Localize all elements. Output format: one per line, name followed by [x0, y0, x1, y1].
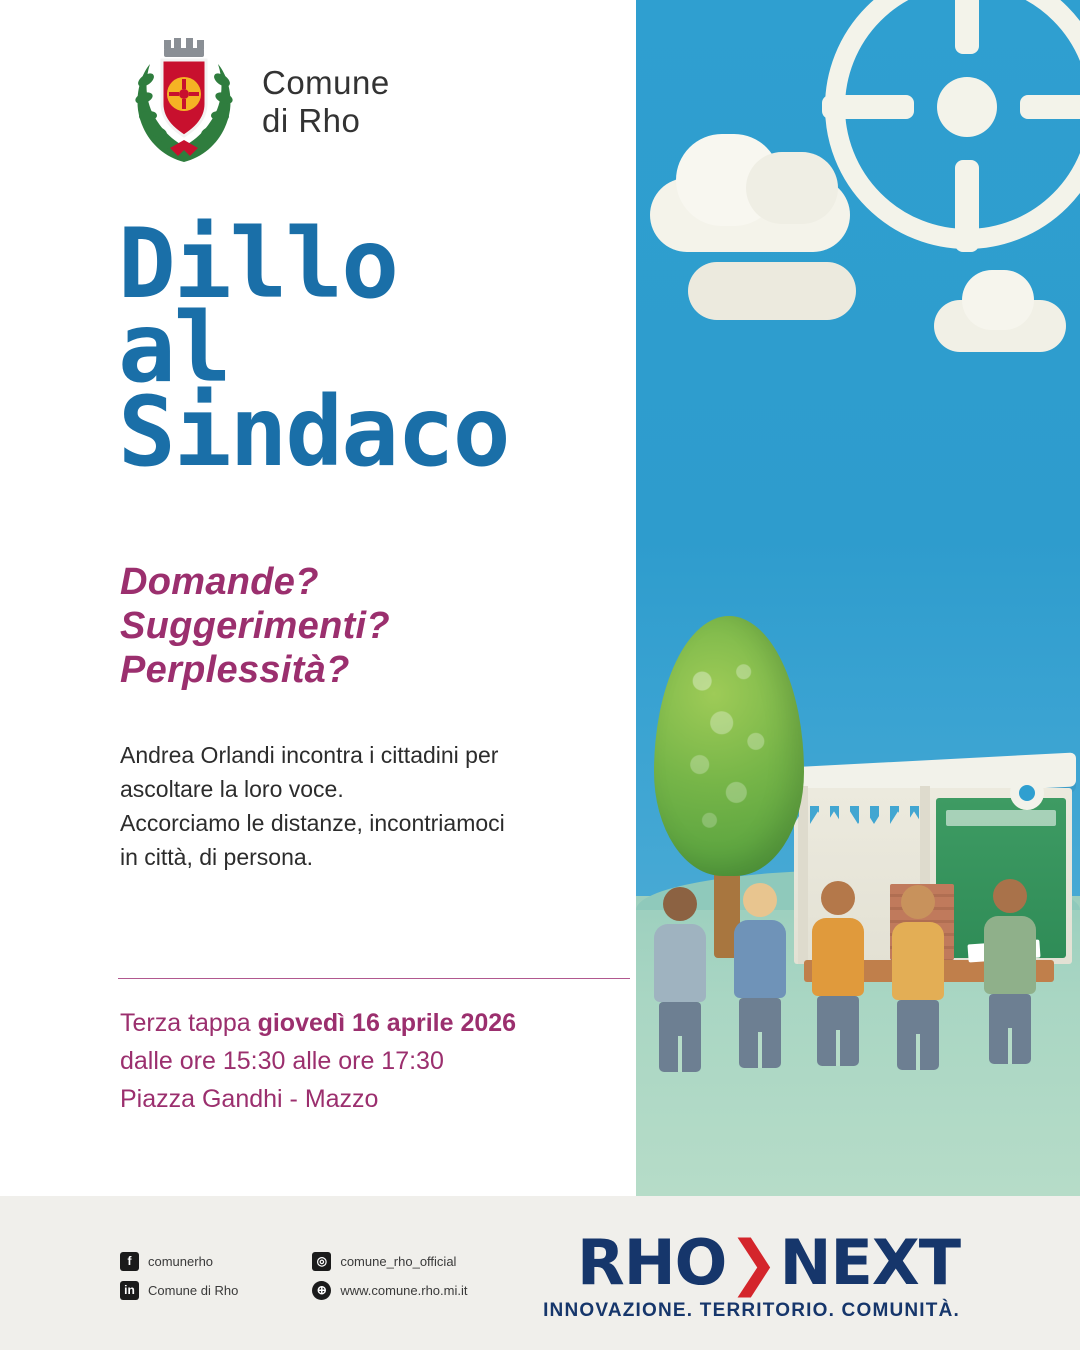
rho-wheel-icon — [822, 0, 1080, 252]
body-text — [120, 738, 590, 874]
chevron-right-icon: ❯ — [728, 1228, 778, 1298]
social-link-linkedin[interactable] — [120, 1281, 238, 1300]
institution-branding — [120, 36, 390, 168]
page-title-line1: Dillo — [118, 208, 397, 320]
event-date: giovedì 16 aprile 2026 — [257, 1009, 517, 1037]
comune-name — [262, 64, 390, 140]
body-text-line4: in città, di persona. — [120, 844, 314, 870]
rho-next-wordmark — [543, 1226, 960, 1299]
social-label-facebook: comunerho — [148, 1254, 214, 1269]
cloud-icon — [934, 300, 1066, 352]
divider — [118, 978, 630, 979]
event-details — [120, 1004, 620, 1118]
linkedin-icon: in — [120, 1281, 139, 1300]
tree-crown — [654, 616, 804, 876]
cloud-icon — [650, 178, 850, 252]
social-links — [120, 1252, 467, 1300]
stand-logo-icon — [1010, 776, 1044, 810]
body-text-line1: Andrea Orlandi incontra i cittadini per — [120, 742, 499, 768]
facebook-icon: f — [120, 1252, 139, 1271]
person-figure — [734, 883, 786, 1068]
globe-icon: ⊕ — [312, 1281, 331, 1300]
body-text-line2: ascoltare la loro voce. — [120, 776, 344, 802]
person-figure — [984, 879, 1036, 1064]
page-title — [118, 208, 509, 488]
cloud-icon — [688, 262, 856, 320]
event-prefix: Terza tappa — [120, 1009, 258, 1037]
person-figure — [654, 887, 706, 1072]
person-figure — [812, 881, 864, 1066]
social-link-facebook[interactable] — [120, 1252, 238, 1271]
social-label-instagram: comune_rho_official — [340, 1254, 457, 1269]
body-text-line3: Accorciamo le distanze, incontriamoci — [120, 810, 505, 836]
subheading-line1: Domande? — [120, 561, 319, 603]
event-illustration — [636, 0, 1080, 1196]
subheading-line2: Suggerimenti? — [120, 605, 390, 647]
subheading-line3: Perplessità? — [120, 649, 350, 691]
event-place: Piazza Gandhi - Mazzo — [120, 1085, 379, 1113]
social-link-website[interactable] — [312, 1281, 467, 1300]
rho-next-next: NEXT — [779, 1226, 960, 1299]
page-title-line2: al — [118, 292, 230, 404]
social-link-instagram[interactable] — [312, 1252, 467, 1271]
social-label-website: www.comune.rho.mi.it — [340, 1283, 468, 1298]
person-figure — [892, 885, 944, 1070]
instagram-icon: ◎ — [312, 1252, 331, 1271]
rho-next-tagline: INNOVAZIONE. TERRITORIO. COMUNITÀ. — [543, 1300, 960, 1321]
comune-name-line2: di Rho — [262, 102, 361, 139]
event-time: dalle ore 15:30 alle ore 17:30 — [120, 1047, 444, 1075]
comune-di-rho-crest-icon — [120, 36, 248, 168]
comune-name-line1: Comune — [262, 64, 390, 101]
page-title-line3: Sindaco — [118, 376, 509, 488]
event-date-line — [120, 1004, 620, 1042]
rho-next-rho: RHO — [577, 1226, 727, 1299]
rho-next-logo — [543, 1226, 960, 1322]
subheading — [120, 560, 390, 692]
social-label-linkedin: Comune di Rho — [148, 1283, 239, 1298]
